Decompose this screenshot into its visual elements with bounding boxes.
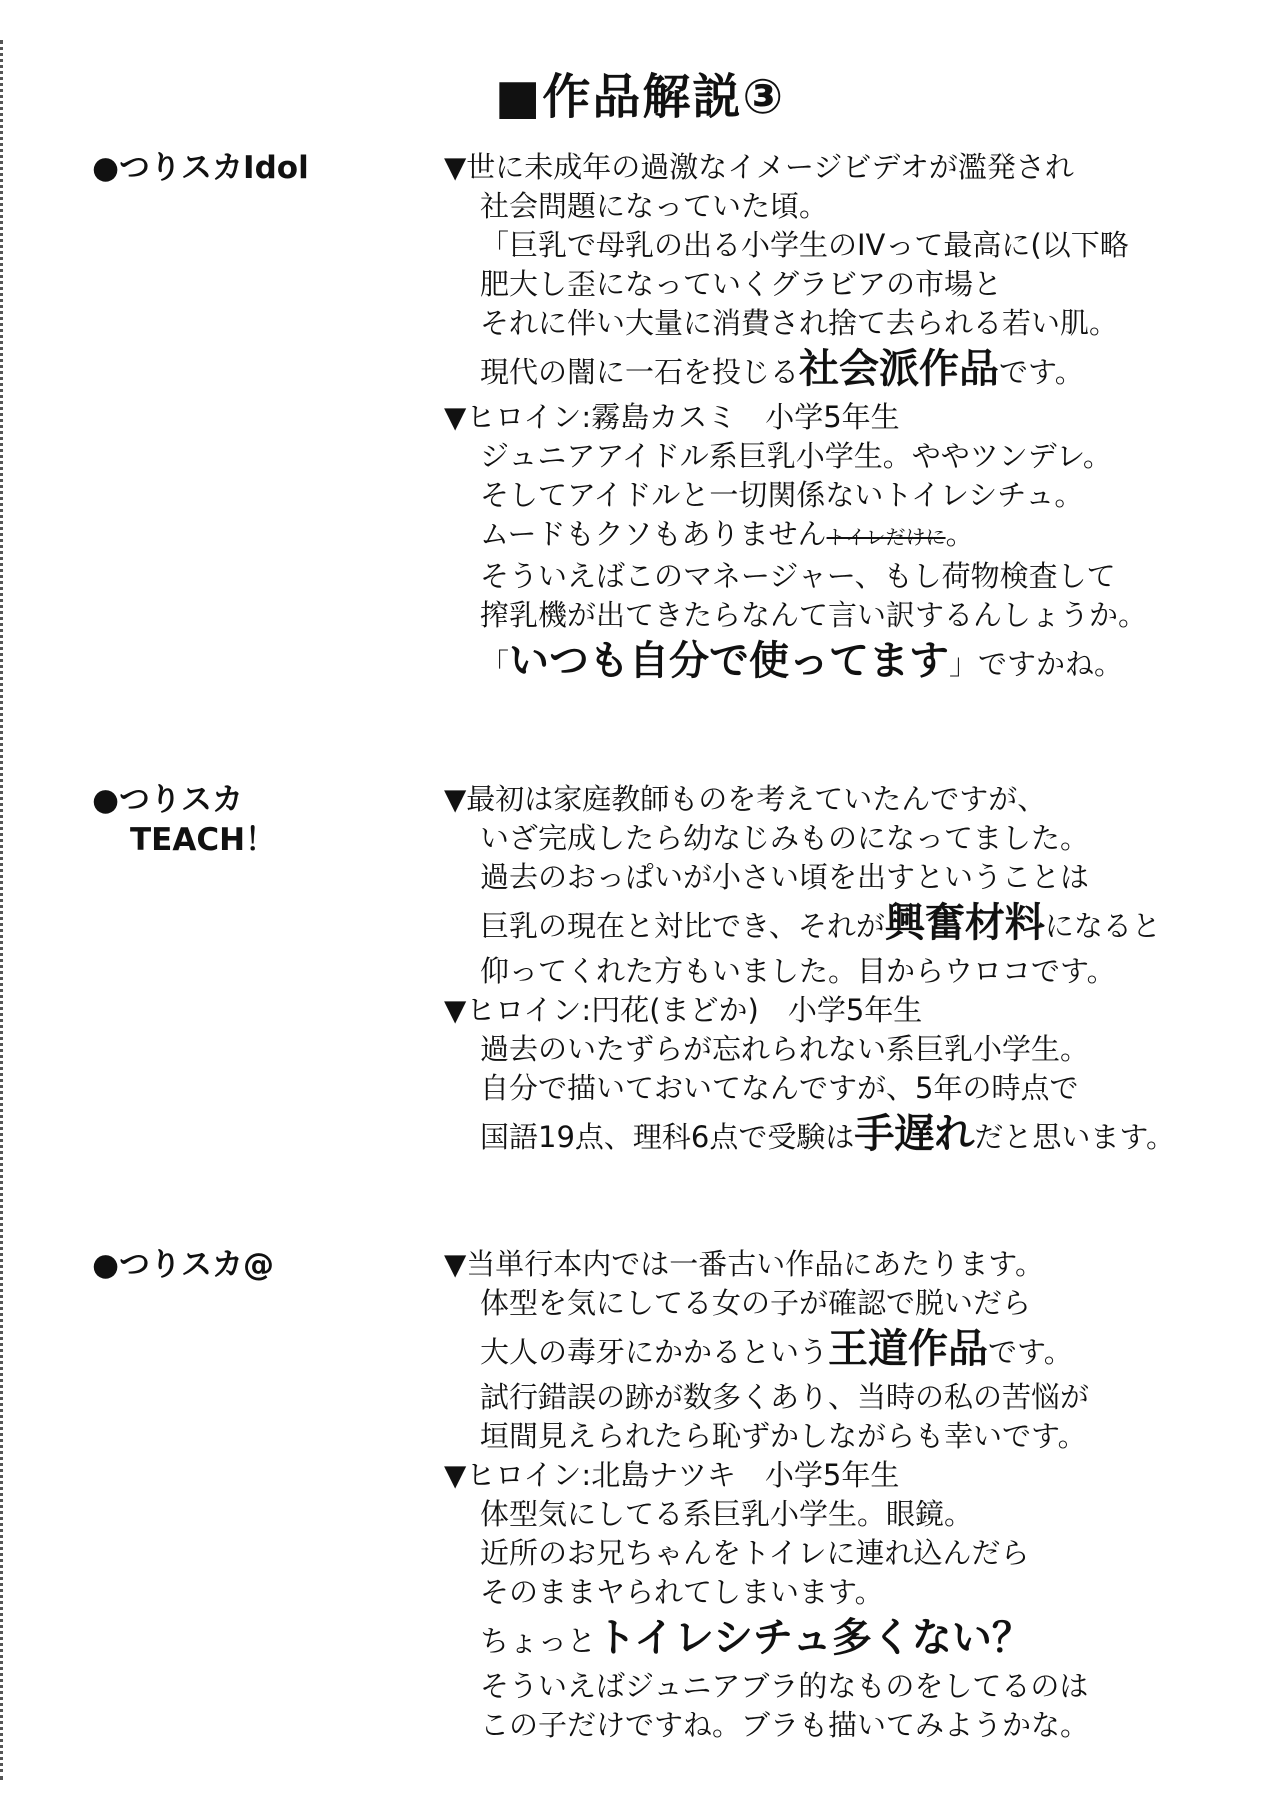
body-line: 社会問題になっていた頃。 [480, 189, 829, 223]
section-heading [92, 780, 276, 860]
body-text: だと思います。 [974, 1120, 1176, 1154]
body-line: 近所のお兄ちゃんをトイレに連れ込んだら [480, 1536, 1030, 1570]
emphasis-text: 興奮材料 [884, 900, 1045, 946]
emphasis-text: いつも自分で使ってます [509, 638, 950, 684]
heading-text: ●つりスカIdol [92, 150, 309, 186]
body-line: そういえばジュニアブラ的なものをしてるのは [480, 1669, 1089, 1703]
body-text: になると [1044, 909, 1161, 943]
emphasis-text: 王道作品 [828, 1326, 989, 1372]
body-text: 。 [945, 517, 975, 551]
body-line: そしてアイドルと一切関係ないトイレシチュ。 [480, 478, 1084, 512]
body-line: 「巨乳で母乳の出る小学生のIVって最高に(以下略 [480, 228, 1129, 262]
body-text: 大人の毒牙にかかるという [480, 1335, 829, 1369]
body-text: 国語19点、理科6点で受験は [480, 1120, 855, 1154]
body-text: です。 [988, 1335, 1073, 1369]
body-line: 過去のおっぱいが小さい頃を出すということは [480, 860, 1090, 894]
body-text: 」ですかね。 [949, 647, 1124, 681]
body-line: 仰ってくれた方もいました。目からウロコです。 [480, 954, 1116, 988]
body-line: ジュニアアイドル系巨乳小学生。ややツンデレ。 [480, 439, 1112, 473]
body-text: ムードもクソもありません [480, 517, 827, 551]
heading-text: ●つりスカ@ [92, 1247, 275, 1283]
body-line: 過去のいたずらが忘れられない系巨乳小学生。 [480, 1032, 1090, 1066]
body-text: です。 [999, 355, 1084, 389]
body-line [444, 1612, 1244, 1667]
page-title: ■作品解説③ [495, 69, 785, 125]
section-body [444, 780, 1244, 1163]
body-text: ちょっと [480, 1624, 597, 1658]
strikethrough-text: トイレだけに [826, 525, 946, 549]
body-line: いざ完成したら幼なじみものになってました。 [480, 821, 1090, 855]
body-line: 搾乳機が出てきたらなんて言い訳するんしょうか。 [480, 598, 1148, 632]
emphasis-text: 社会派作品 [799, 346, 1000, 392]
body-line: ▼最初は家庭教師ものを考えていたんですが、 [444, 782, 1047, 816]
body-text: 「 [480, 647, 510, 681]
body-line [444, 1108, 1244, 1163]
body-line: ▼ヒロイン:霧島カスミ 小学5年生 [444, 400, 900, 434]
heading-text: ●つりスカ [92, 782, 244, 818]
body-line [444, 635, 1244, 690]
body-line: ▼当単行本内では一番古い作品にあたります。 [444, 1247, 1044, 1281]
body-line [444, 897, 1244, 952]
emphasis-text: 手遅れ [854, 1111, 975, 1157]
body-line: 自分で描いておいてなんですが、5年の時点で [480, 1071, 1079, 1105]
body-line [444, 1323, 1244, 1378]
body-line: 肥大し歪になっていくグラビアの市場と [480, 267, 1003, 301]
body-line: この子だけですね。ブラも描いてみようかな。 [480, 1708, 1090, 1742]
body-line: ▼ヒロイン:北島ナツキ 小学5年生 [444, 1458, 900, 1492]
body-line: 体型を気にしてる女の子が確認で脱いだら [480, 1286, 1032, 1320]
body-line [444, 343, 1244, 398]
section-body [444, 148, 1244, 690]
section-heading [92, 1245, 274, 1285]
body-line: ▼ヒロイン:円花(まどか) 小学5年生 [444, 993, 923, 1027]
body-line: 垣間見えられたら恥ずかしながらも幸いです。 [480, 1419, 1087, 1453]
section-body [444, 1245, 1244, 1745]
body-line: 体型気にしてる系巨乳小学生。眼鏡。 [480, 1497, 974, 1531]
body-line [444, 515, 1244, 557]
body-line: ▼世に未成年の過激なイメージビデオが濫発され [444, 150, 1074, 184]
body-line: そういえばこのマネージャー、もし荷物検査して [480, 559, 1116, 593]
body-line: そのままヤられてしまいます。 [480, 1575, 884, 1609]
emphasis-text: トイレシチュ多くない？ [596, 1615, 1032, 1661]
body-line: それに伴い大量に消費され捨て去られる若い肌。 [480, 306, 1119, 340]
body-text: 現代の闇に一石を投じる [480, 355, 800, 389]
heading-text-line2: TEACH！ [130, 822, 277, 858]
body-line: 試行錯誤の跡が数多くあり、当時の私の苦悩が [480, 1380, 1090, 1414]
body-text: 巨乳の現在と対比でき、それが [480, 909, 885, 943]
binding-dots [0, 40, 7, 1780]
section-heading [92, 148, 309, 188]
